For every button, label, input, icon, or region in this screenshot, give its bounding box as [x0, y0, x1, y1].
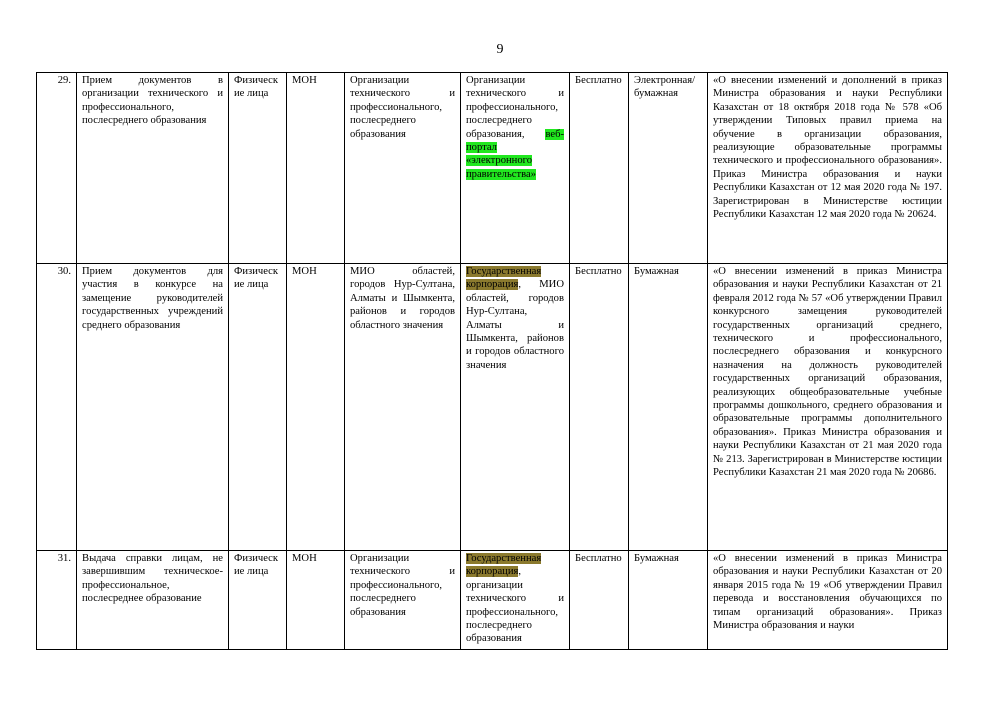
application-channel — [461, 264, 570, 551]
service-name: Прием документов в организации технического и профессионального, послесреднего образования — [77, 73, 229, 264]
row-number: 30. — [37, 264, 77, 551]
service-name: Прием документов для участия в конкурсе на замещение руководителей государственных учреждений среднего образования — [77, 264, 229, 551]
service-provider: Организации технического и профессионального, послесреднего образования — [345, 551, 461, 650]
table-row — [37, 264, 948, 551]
service-recipients: Физические лица — [229, 551, 287, 650]
legal-basis: «О внесении изменений и дополнений в приказ Министра образования и науки Республики Казахстан от 18 октября 2018 года № 578 «Об утверждении Типовых правил приема на обучение в организации образования, реализующие образовательные программы технического и профессионального образования». Приказ Министра образования и науки Республики Казахстан от 12 мая 2020 года № 197. Зарегистрирован в Министерстве юстиции Республики Казахстан 12 мая 2020 года № 20624. — [708, 73, 948, 264]
channel-text-suffix: , организации технического и профессионального, послесреднего образования — [466, 566, 564, 645]
channel-text-suffix: , МИО областей, городов Нур-Султана, Алматы и Шымкента, районов и городов областного значения — [466, 279, 564, 371]
responsible-ministry: МОН — [287, 264, 345, 551]
service-name: Выдача справки лицам, не завершившим техническое-профессиональное, послесреднее образование — [77, 551, 229, 650]
service-recipients: Физические лица — [229, 73, 287, 264]
payment-status: Бесплатно — [570, 551, 629, 650]
service-provider: МИО областей, городов Нур-Султана, Алматы и Шымкента, районов и городов областного значения — [345, 264, 461, 551]
legal-basis: «О внесении изменений в приказ Министра образования и науки Республики Казахстан от 21 февраля 2012 года № 57 «Об утверждении Правил конкурсного замещения руководителей государственных организаций среднего, технического и профессионального, послесреднего образования и конкурсного назначения на должность руководителей государственных организаций образования, реализующих общеобразовательные учебные программы дошкольного, среднего образования и образовательные программы дополнительного образования». Приказ Министра образования и науки Республики Казахстан от 21 мая 2020 года № 213. Зарегистрирован в Министерстве юстиции Республики Казахстан 21 мая 2020 года № 20686. — [708, 264, 948, 551]
page-number: 9 — [496, 42, 504, 57]
channel-highlight: Государственная корпорация — [466, 553, 542, 578]
responsible-ministry: МОН — [287, 73, 345, 264]
services-table — [36, 72, 948, 650]
service-provider: Организации технического и профессионального, послесреднего образования — [345, 73, 461, 264]
service-form: Электронная/ бумажная — [629, 73, 708, 264]
service-form: Бумажная — [629, 551, 708, 650]
channel-text: Организации технического и профессионального, послесреднего образования, — [466, 75, 564, 140]
payment-status: Бесплатно — [570, 73, 629, 264]
responsible-ministry: МОН — [287, 551, 345, 650]
channel-highlight: веб-портал «электронного правительства» — [466, 128, 564, 180]
table-row — [37, 551, 948, 650]
legal-basis: «О внесении изменений в приказ Министра образования и науки Республики Казахстан от 20 января 2015 года № 19 «Об утверждении Правил перевода и восстановления обучающихся по типам организаций образования». Приказ Министра образования и науки — [708, 551, 948, 650]
channel-highlight: Государственная корпорация — [466, 266, 542, 291]
payment-status: Бесплатно — [570, 264, 629, 551]
service-recipients: Физические лица — [229, 264, 287, 551]
application-channel — [461, 551, 570, 650]
application-channel — [461, 73, 570, 264]
row-number: 29. — [37, 73, 77, 264]
table-row — [37, 73, 948, 264]
row-number: 31. — [37, 551, 77, 650]
service-form: Бумажная — [629, 264, 708, 551]
